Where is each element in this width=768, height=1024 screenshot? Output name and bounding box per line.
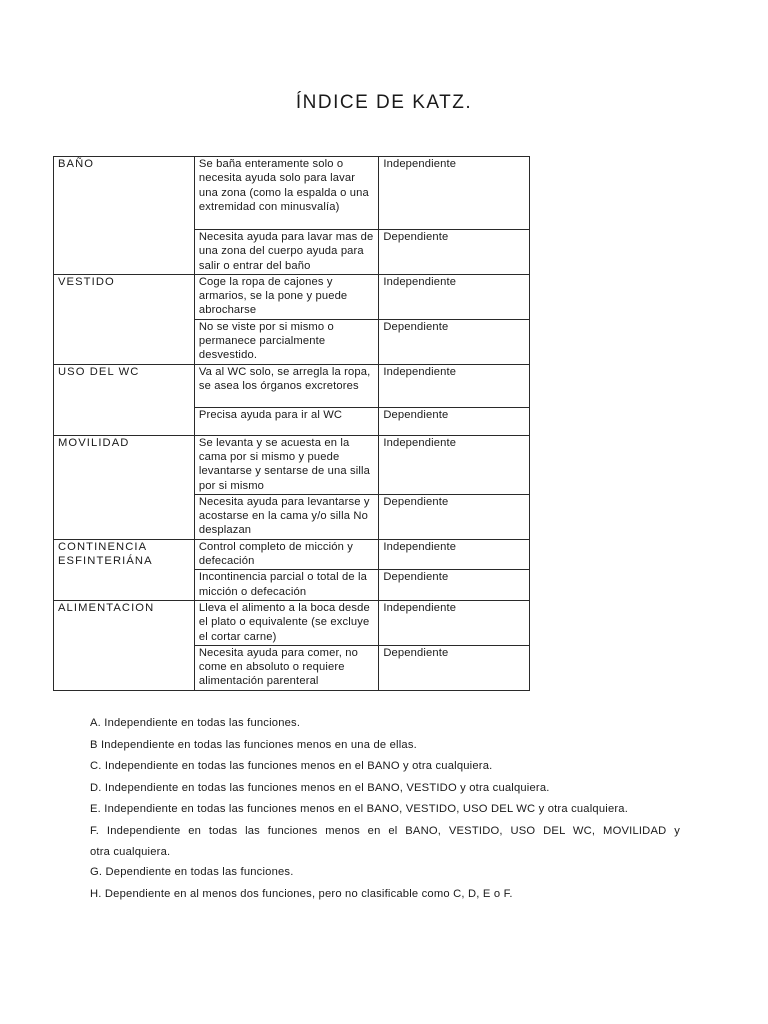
description-cell: Se levanta y se acuesta en la cama por si mismo y puede levantarse y sentarse de una silla por si mismo xyxy=(194,435,378,494)
legend-item-h: H. Dependiente en al menos dos funciones, pero no clasificable como C, D, E o F. xyxy=(90,887,513,900)
classification-legend xyxy=(90,716,680,908)
status-cell: Independiente xyxy=(379,539,530,570)
description-cell: Necesita ayuda para comer, no come en absoluto o requiere alimentación parenteral xyxy=(194,645,378,690)
description-cell: Necesita ayuda para lavar mas de una zona del cuerpo ayuda para salir o entrar del baño xyxy=(194,230,378,275)
category-cell-movilidad: MOVILIDAD xyxy=(54,435,195,539)
legend-item-e: E. Independiente en todas las funciones menos en el BANO, VESTIDO, USO DEL WC y otra cualquiera. xyxy=(90,803,629,816)
status-cell: Independiente xyxy=(379,364,530,407)
table-row xyxy=(54,600,530,645)
description-cell: No se viste por si mismo o permanece parcialmente desvestido. xyxy=(194,319,378,364)
status-cell: Independiente xyxy=(379,435,530,494)
legend-item-g: G. Dependiente en todas las funciones. xyxy=(90,866,294,879)
category-cell-continencia: CONTINENCIA ESFINTERIÁNA xyxy=(54,539,195,600)
description-cell: Se baña enteramente solo o necesita ayuda solo para lavar una zona (como la espalda o una extremidad con minusvalía) xyxy=(194,157,378,230)
legend-item-d: D. Independiente en todas las funciones menos en el BANO, VESTIDO y otra cualquiera. xyxy=(90,781,550,794)
category-cell-uso-del-wc: USO DEL WC xyxy=(54,364,195,435)
category-cell-vestido: VESTIDO xyxy=(54,274,195,364)
katz-index-table xyxy=(53,156,530,691)
legend-item-f-continuation: otra cualquiera. xyxy=(90,845,171,858)
category-cell-bano: BAÑO xyxy=(54,157,195,275)
table-row xyxy=(54,539,530,570)
table-row xyxy=(54,157,530,230)
category-cell-alimentacion: ALIMENTACION xyxy=(54,600,195,690)
status-cell: Dependiente xyxy=(379,319,530,364)
legend-item-a: A. Independiente en todas las funciones. xyxy=(90,717,301,729)
description-cell: Lleva el alimento a la boca desde el plato o equivalente (se excluye el cortar carne) xyxy=(194,600,378,645)
status-cell: Independiente xyxy=(379,600,530,645)
page-title: ÍNDICE DE KATZ. xyxy=(295,92,473,113)
description-cell: Precisa ayuda para ir al WC xyxy=(194,407,378,435)
status-cell: Dependiente xyxy=(379,494,530,539)
status-cell: Dependiente xyxy=(379,407,530,435)
status-cell: Dependiente xyxy=(379,645,530,690)
description-cell: Va al WC solo, se arregla la ropa, se asea los órganos excretores xyxy=(194,364,378,407)
status-cell: Independiente xyxy=(379,157,530,230)
table-row xyxy=(54,435,530,494)
table-row xyxy=(54,364,530,407)
legend-item-b: B Independiente en todas las funciones menos en una de ellas. xyxy=(90,738,417,751)
table-row xyxy=(54,274,530,319)
legend-item-c: C. Independiente en todas las funciones menos en el BANO y otra cualquiera. xyxy=(90,760,493,773)
description-cell: Coge la ropa de cajones y armarios, se la pone y puede abrocharse xyxy=(194,274,378,319)
description-cell: Incontinencia parcial o total de la micción o defecación xyxy=(194,570,378,601)
status-cell: Dependiente xyxy=(379,570,530,601)
status-cell: Dependiente xyxy=(379,230,530,275)
description-cell: Necesita ayuda para levantarse y acostarse en la cama y/o silla No desplazan xyxy=(194,494,378,539)
legend-item-f: F. Independiente en todas las funciones menos en el BANO, VESTIDO, USO DEL WC, MOVILIDAD y xyxy=(90,824,680,837)
description-cell: Control completo de micción y defecación xyxy=(194,539,378,570)
status-cell: Independiente xyxy=(379,274,530,319)
